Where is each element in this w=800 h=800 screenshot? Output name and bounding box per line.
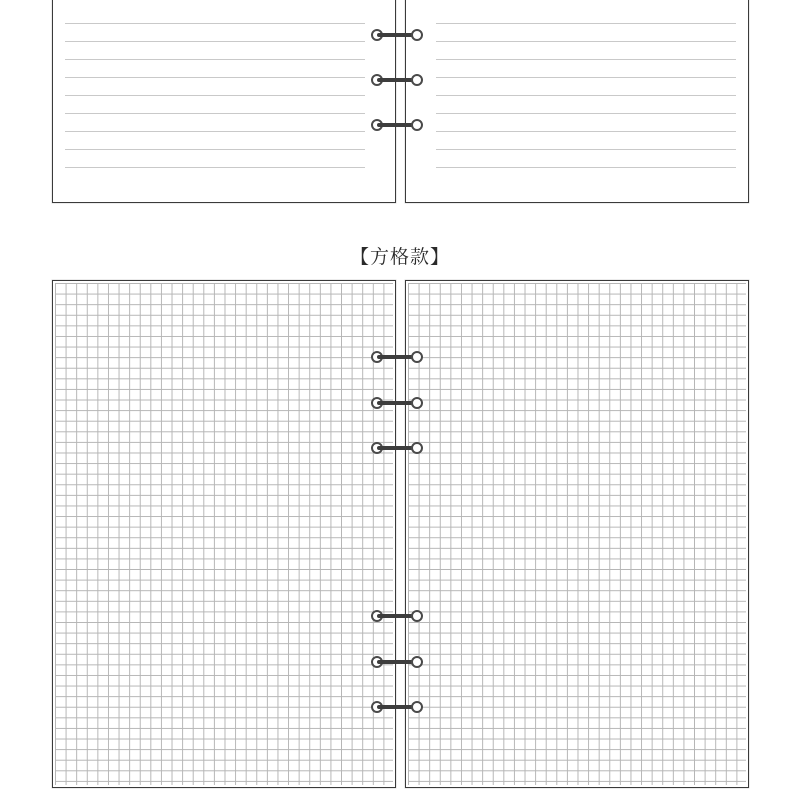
binder-ring-icon bbox=[371, 656, 423, 670]
binder-ring-icon bbox=[371, 397, 423, 411]
section-title: 【方格款】 bbox=[349, 246, 450, 268]
lined-page-left bbox=[52, 0, 396, 203]
ruled-lines bbox=[65, 6, 365, 180]
grid-page-left bbox=[52, 280, 396, 788]
binder-ring-icon bbox=[371, 119, 423, 133]
grid-page-right bbox=[405, 280, 749, 788]
binder-ring-icon bbox=[371, 442, 423, 456]
binder-ring-icon bbox=[371, 701, 423, 715]
grid-pattern bbox=[408, 283, 746, 785]
grid-pattern bbox=[55, 283, 393, 785]
binder-ring-icon bbox=[371, 610, 423, 624]
binder-ring-icon bbox=[371, 351, 423, 365]
ruled-lines bbox=[436, 6, 736, 180]
lined-page-right bbox=[405, 0, 749, 203]
binder-ring-icon bbox=[371, 74, 423, 88]
binder-ring-icon bbox=[371, 29, 423, 43]
